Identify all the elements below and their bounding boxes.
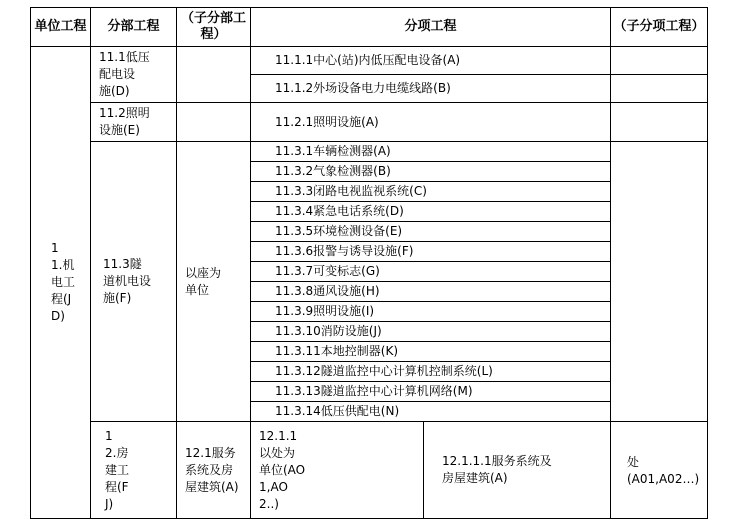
item-11-2-1: 11.2.1照明设施(A) bbox=[251, 103, 611, 142]
item-11-3-9: 11.3.9照明设施(I) bbox=[251, 302, 611, 322]
item-11-3-6: 11.3.6报警与诱导设施(F) bbox=[251, 242, 611, 262]
unit-12-cell: 1 2.房 建工 程(F J) bbox=[91, 422, 177, 519]
subdivision-11-1-cell bbox=[177, 47, 251, 103]
subdivision-11-3-cell: 以座为 单位 bbox=[177, 142, 251, 422]
header-subdivision: （子分部工程） bbox=[177, 8, 251, 47]
header-item: 分项工程 bbox=[251, 8, 611, 47]
unit-11-cell: 1 1.机 电工 程(J D) bbox=[31, 47, 91, 519]
subitem-11-2-1 bbox=[611, 103, 708, 142]
division-11-2-cell: 11.2照明 设施(E) bbox=[91, 103, 177, 142]
item-12-1-1: 12.1.1.1服务系统及 房屋建筑(A) bbox=[424, 422, 611, 519]
item-11-3-1: 11.3.1车辆检测器(A) bbox=[251, 142, 611, 162]
item-11-1-1: 11.1.1中心(站)内低压配电设备(A) bbox=[251, 47, 611, 75]
item-11-3-12: 11.3.12隧道监控中心计算机控制系统(L) bbox=[251, 362, 611, 382]
item-11-3-13: 11.3.13隧道监控中心计算机网络(M) bbox=[251, 382, 611, 402]
header-division: 分部工程 bbox=[91, 8, 177, 47]
item-11-3-7: 11.3.7可变标志(G) bbox=[251, 262, 611, 282]
header-subitem: （子分项工程） bbox=[611, 8, 708, 47]
subitem-11-3-cell bbox=[611, 142, 708, 422]
header-unit: 单位工程 bbox=[31, 8, 91, 47]
item-11-3-8: 11.3.8通风设施(H) bbox=[251, 282, 611, 302]
item-11-3-10: 11.3.10消防设施(J) bbox=[251, 322, 611, 342]
division-11-3-cell: 11.3隧 道机电设 施(F) bbox=[91, 142, 177, 422]
subitem-11-1-1 bbox=[611, 47, 708, 75]
item-11-3-14: 11.3.14低压供配电(N) bbox=[251, 402, 611, 422]
item-11-3-4: 11.3.4紧急电话系统(D) bbox=[251, 202, 611, 222]
item-11-3-11: 11.3.11本地控制器(K) bbox=[251, 342, 611, 362]
subdivision-12-1-cell: 12.1.1 以处为 单位(AO 1,AO 2..) bbox=[251, 422, 424, 519]
item-11-3-3: 11.3.3闭路电视监视系统(C) bbox=[251, 182, 611, 202]
division-12-1-cell: 12.1服务 系统及房 屋建筑(A) bbox=[177, 422, 251, 519]
subdivision-11-2-cell bbox=[177, 103, 251, 142]
engineering-division-table bbox=[30, 7, 708, 519]
subitem-11-1-2 bbox=[611, 75, 708, 103]
division-11-1-cell: 11.1低压 配电设 施(D) bbox=[91, 47, 177, 103]
item-11-3-2: 11.3.2气象检测器(B) bbox=[251, 162, 611, 182]
item-11-3-5: 11.3.5环境检测设备(E) bbox=[251, 222, 611, 242]
subitem-12-cell: 处(A01,A02…) bbox=[611, 422, 708, 519]
item-11-1-2: 11.1.2外场设备电力电缆线路(B) bbox=[251, 75, 611, 103]
